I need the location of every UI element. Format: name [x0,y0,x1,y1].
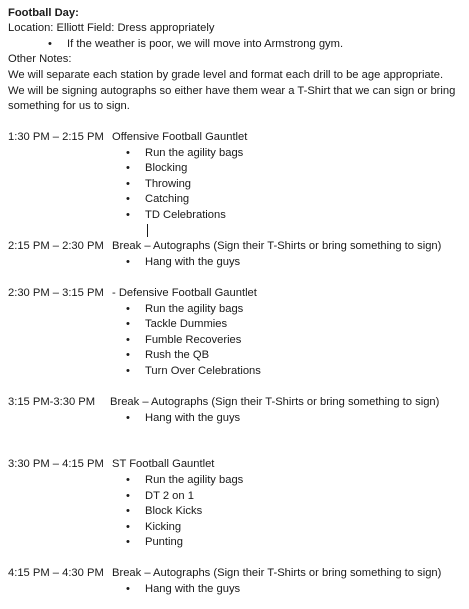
bullet-icon: • [126,349,130,361]
bullet-icon: • [126,474,130,486]
bullet-icon: • [126,490,130,502]
note-line: We will be signing autographs so either have them wear a T-Shirt that we can sign or bring [8,85,456,97]
schedule-time: 3:30 PM – 4:15 PM [8,458,104,470]
schedule-title: ST Football Gauntlet [112,458,215,470]
bullet-icon: • [48,38,52,50]
schedule-item-text: Block Kicks [145,505,203,517]
bullet-icon: • [126,536,130,548]
schedule-item-text: Rush the QB [145,349,210,361]
schedule-item-text: Turn Over Celebrations [145,365,261,377]
schedule-item-text: Catching [145,193,190,205]
schedule-item-text: Kicking [145,521,182,533]
bullet-icon: • [126,147,130,159]
bullet-icon: • [126,178,130,190]
schedule-item-text: Hang with the guys [145,412,241,424]
bullet-icon: • [126,505,130,517]
other-notes-label: Other Notes: [8,53,72,65]
schedule-title: Break – Autographs (Sign their T-Shirts or bring something to sign) [110,396,440,408]
bullet-icon: • [126,162,130,174]
schedule-item-text: DT 2 on 1 [145,490,194,502]
location-line: Location: Elliott Field: Dress appropriately [8,22,215,34]
schedule-title: Offensive Football Gauntlet [112,131,248,143]
schedule-item-text: Blocking [145,162,188,174]
bullet-icon: • [126,256,130,268]
schedule-item-text: Run the agility bags [145,474,244,486]
schedule-time: 2:30 PM – 3:15 PM [8,287,104,299]
bullet-icon: • [126,193,130,205]
schedule-time: 3:15 PM-3:30 PM [8,396,96,408]
text-cursor [147,224,148,237]
schedule-item-text: Hang with the guys [145,583,241,595]
schedule-item-text: Punting [145,536,183,548]
schedule-item-text: Tackle Dummies [145,318,228,330]
schedule-title: - Defensive Football Gauntlet [112,287,257,299]
note-line: We will separate each station by grade level and format each drill to be age appropriate. [8,69,444,81]
schedule-time: 2:15 PM – 2:30 PM [8,240,104,252]
schedule-item-text: Throwing [145,178,192,190]
schedule-item-text: Run the agility bags [145,147,244,159]
bullet-icon: • [126,365,130,377]
schedule-title: Break – Autographs (Sign their T-Shirts or bring something to sign) [112,567,442,579]
bullet-icon: • [126,318,130,330]
schedule-item-text: TD Celebrations [145,209,226,221]
note-line: something for us to sign. [8,100,130,112]
schedule-item-text: Fumble Recoveries [145,334,242,346]
location-note-text: If the weather is poor, we will move into Armstrong gym. [67,38,344,50]
bullet-icon: • [126,209,130,221]
schedule-item-text: Hang with the guys [145,256,241,268]
schedule-time: 4:15 PM – 4:30 PM [8,567,104,579]
bullet-icon: • [126,334,130,346]
bullet-icon: • [126,412,130,424]
bullet-icon: • [126,303,130,315]
schedule-time: 1:30 PM – 2:15 PM [8,131,104,143]
schedule-title: Break – Autographs (Sign their T-Shirts or bring something to sign) [112,240,442,252]
bullet-icon: • [126,583,130,595]
schedule-item-text: Run the agility bags [145,303,244,315]
bullet-icon: • [126,521,130,533]
document-title: Football Day: [8,7,79,19]
